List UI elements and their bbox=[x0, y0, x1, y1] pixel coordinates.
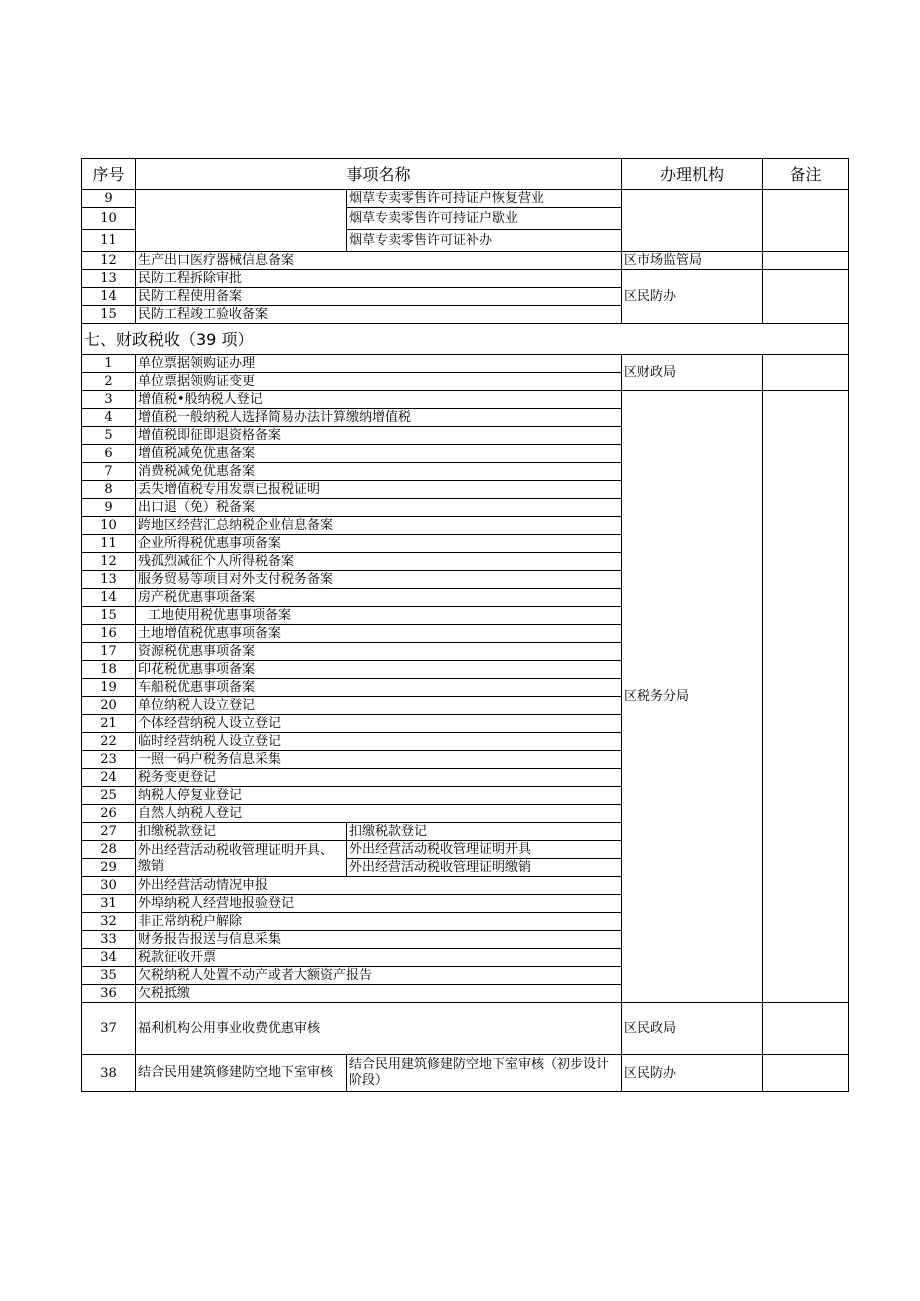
row-no: 9 bbox=[82, 499, 136, 517]
row-subitem: 外出经营活动税收管理证明缴销 bbox=[347, 859, 622, 877]
row-note bbox=[763, 1003, 849, 1055]
row-no: 32 bbox=[82, 913, 136, 931]
row-no: 16 bbox=[82, 625, 136, 643]
row-no: 11 bbox=[82, 535, 136, 553]
row-item: 工地使用税优惠事项备案 bbox=[136, 607, 622, 625]
row-item: 资源税优惠事项备案 bbox=[136, 643, 622, 661]
row-no: 35 bbox=[82, 967, 136, 985]
row-item: 个体经营纳税人设立登记 bbox=[136, 715, 622, 733]
row-no: 37 bbox=[82, 1003, 136, 1055]
row-note bbox=[763, 190, 849, 252]
row-no: 27 bbox=[82, 823, 136, 841]
row-no: 34 bbox=[82, 949, 136, 967]
row-subitem: 烟草专卖零售许可持证户恢复营业 bbox=[347, 190, 622, 208]
table-header-row bbox=[82, 159, 849, 190]
row-item: 欠税纳税人处置不动产或者大额资产报告 bbox=[136, 967, 622, 985]
row-no: 30 bbox=[82, 877, 136, 895]
row-note bbox=[763, 355, 849, 391]
row-item: 民防工程使用备案 bbox=[136, 288, 622, 306]
row-item: 税务变更登记 bbox=[136, 769, 622, 787]
row-agency: 区财政局 bbox=[622, 355, 763, 391]
row-item: 土地增值税优惠事项备案 bbox=[136, 625, 622, 643]
row-no: 10 bbox=[82, 208, 136, 230]
row-item: 增值税减免优惠备案 bbox=[136, 445, 622, 463]
header-no: 序号 bbox=[82, 159, 136, 190]
row-item bbox=[136, 190, 347, 252]
row-no: 7 bbox=[82, 463, 136, 481]
row-no: 1 bbox=[82, 355, 136, 373]
row-no: 19 bbox=[82, 679, 136, 697]
header-note: 备注 bbox=[763, 159, 849, 190]
row-no: 8 bbox=[82, 481, 136, 499]
row-item: 非正常纳税户解除 bbox=[136, 913, 622, 931]
row-note bbox=[763, 391, 849, 1003]
row-item: 服务贸易等项目对外支付税务备案 bbox=[136, 571, 622, 589]
row-item: 增值税一般纳税人选择简易办法计算缴纳增值税 bbox=[136, 409, 622, 427]
row-no: 29 bbox=[82, 859, 136, 877]
row-no: 20 bbox=[82, 697, 136, 715]
row-note bbox=[763, 252, 849, 270]
table-row bbox=[82, 1055, 849, 1092]
row-no: 18 bbox=[82, 661, 136, 679]
row-no: 24 bbox=[82, 769, 136, 787]
row-no: 2 bbox=[82, 373, 136, 391]
row-no: 25 bbox=[82, 787, 136, 805]
row-item: 单位票据领购证变更 bbox=[136, 373, 622, 391]
table-row bbox=[82, 391, 849, 409]
row-no: 21 bbox=[82, 715, 136, 733]
row-agency bbox=[622, 190, 763, 252]
row-item: 福利机构公用事业收费优惠审核 bbox=[136, 1003, 622, 1055]
row-subitem: 烟草专卖零售许可持证户歇业 bbox=[347, 208, 622, 230]
row-item: 欠税抵缴 bbox=[136, 985, 622, 1003]
row-note bbox=[763, 1055, 849, 1092]
row-no: 12 bbox=[82, 252, 136, 270]
row-no: 38 bbox=[82, 1055, 136, 1092]
row-item: 财务报告报送与信息采集 bbox=[136, 931, 622, 949]
row-note bbox=[763, 270, 849, 324]
row-item: 单位票据领购证办理 bbox=[136, 355, 622, 373]
row-no: 22 bbox=[82, 733, 136, 751]
row-no: 14 bbox=[82, 589, 136, 607]
row-item: 外出经营活动税收管理证明开具、缴销 bbox=[136, 841, 347, 877]
row-item: 一照一码户税务信息采集 bbox=[136, 751, 622, 769]
row-subitem: 外出经营活动税收管理证明开具 bbox=[347, 841, 622, 859]
row-no: 13 bbox=[82, 270, 136, 288]
row-subitem: 结合民用建筑修建防空地下室审核（初步设计阶段） bbox=[347, 1055, 622, 1092]
row-item: 增值税即征即退资格备案 bbox=[136, 427, 622, 445]
row-agency: 区民防办 bbox=[622, 270, 763, 324]
row-item: 消费税减免优惠备案 bbox=[136, 463, 622, 481]
header-item: 事项名称 bbox=[136, 159, 622, 190]
row-no: 4 bbox=[82, 409, 136, 427]
row-item: 单位纳税人设立登记 bbox=[136, 697, 622, 715]
row-item: 自然人纳税人登记 bbox=[136, 805, 622, 823]
row-no: 36 bbox=[82, 985, 136, 1003]
row-no: 31 bbox=[82, 895, 136, 913]
row-item: 印花税优惠事项备案 bbox=[136, 661, 622, 679]
row-item: 结合民用建筑修建防空地下室审核 bbox=[136, 1055, 347, 1092]
row-no: 33 bbox=[82, 931, 136, 949]
row-no: 15 bbox=[82, 306, 136, 324]
row-item: 出口退（免）税备案 bbox=[136, 499, 622, 517]
row-no: 5 bbox=[82, 427, 136, 445]
row-item: 民防工程拆除审批 bbox=[136, 270, 622, 288]
row-item: 税款征收开票 bbox=[136, 949, 622, 967]
services-table bbox=[81, 158, 849, 1092]
row-no: 11 bbox=[82, 230, 136, 252]
row-no: 23 bbox=[82, 751, 136, 769]
row-item: 纳税人停复业登记 bbox=[136, 787, 622, 805]
row-no: 13 bbox=[82, 571, 136, 589]
row-item: 外埠纳税人经营地报验登记 bbox=[136, 895, 622, 913]
row-no: 26 bbox=[82, 805, 136, 823]
row-no: 9 bbox=[82, 190, 136, 208]
section-row bbox=[82, 324, 849, 355]
row-subitem: 扣缴税款登记 bbox=[347, 823, 622, 841]
table-row bbox=[82, 270, 849, 288]
row-agency: 区民防办 bbox=[622, 1055, 763, 1092]
row-item: 车船税优惠事项备案 bbox=[136, 679, 622, 697]
row-item: 外出经营活动情况申报 bbox=[136, 877, 622, 895]
row-item: 扣缴税款登记 bbox=[136, 823, 347, 841]
row-item: 跨地区经营汇总纳税企业信息备案 bbox=[136, 517, 622, 535]
row-no: 15 bbox=[82, 607, 136, 625]
row-item: 民防工程竣工验收备案 bbox=[136, 306, 622, 324]
row-item: 企业所得税优惠事项备案 bbox=[136, 535, 622, 553]
section-title: 七、财政税收（39 项） bbox=[82, 324, 849, 355]
row-item: 增值税•般纳税人登记 bbox=[136, 391, 622, 409]
row-no: 12 bbox=[82, 553, 136, 571]
row-no: 3 bbox=[82, 391, 136, 409]
row-no: 6 bbox=[82, 445, 136, 463]
row-agency: 区民政局 bbox=[622, 1003, 763, 1055]
table-row bbox=[82, 190, 849, 208]
table-row bbox=[82, 1003, 849, 1055]
table-row bbox=[82, 252, 849, 270]
row-item: 生产出口医疗器械信息备案 bbox=[136, 252, 622, 270]
header-agency: 办理机构 bbox=[622, 159, 763, 190]
row-item: 临时经营纳税人设立登记 bbox=[136, 733, 622, 751]
row-subitem: 烟草专卖零售许可证补办 bbox=[347, 230, 622, 252]
row-item: 残孤烈减征个人所得税备案 bbox=[136, 553, 622, 571]
row-no: 10 bbox=[82, 517, 136, 535]
row-no: 28 bbox=[82, 841, 136, 859]
row-agency: 区市场监管局 bbox=[622, 252, 763, 270]
row-no: 17 bbox=[82, 643, 136, 661]
row-no: 14 bbox=[82, 288, 136, 306]
table-row bbox=[82, 355, 849, 373]
row-item: 房产税优惠事项备案 bbox=[136, 589, 622, 607]
row-agency: 区税务分局 bbox=[622, 391, 763, 1003]
row-item: 丢失增值税专用发票已报税证明 bbox=[136, 481, 622, 499]
